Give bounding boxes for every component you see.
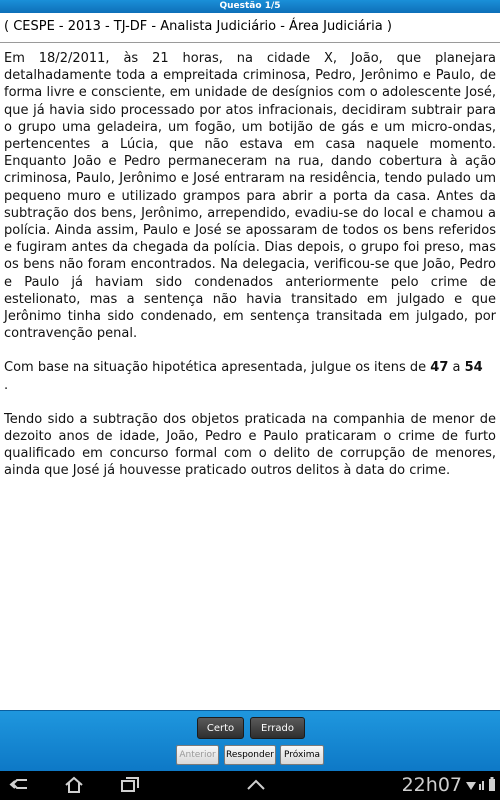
instruction-text: Com base na situação hipotética apresentada, julgue os itens de 47 a 54 . bbox=[4, 360, 483, 393]
question-content bbox=[4, 50, 496, 497]
statement-text: Tendo sido a subtração dos objetos praticada na companhia de menor de dezoito anos de idade, João, Pedro e Paulo praticaram o crime de furto qualificado em concurso formal com o delito de corrupção de menores, ainda que José já houvesse praticado outros delitos à data do crime. bbox=[4, 411, 496, 479]
scenario-text: Em 18/2/2011, às 21 horas, na cidade X, João, que planejara detalhadamente toda a empreitada criminosa, Pedro, Jerônimo e Paulo, de forma livre e consciente, em unidade de desígnios com o adolescente José, que já havia sido processado por atos infracionais, decidiram subtrair para o grupo uma geladeira, um fogão, um botijão de gás e um micro-ondas, pertencentes a Lúcia, que não estava em casa naquele momento. Enquanto João e Pedro permaneceram na rua, dando cobertura à ação criminosa, Paulo, Jerônimo e José entraram na residência, tendo pulado um pequeno muro e utilizado grampos para abrir a porta da casa. Antes da subtração dos bens, Jerônimo, arrependido, evadiu-se do local e chamou a polícia. Ainda assim, Paulo e José se apossaram de todos os bens referidos e fugiram antes da chegada da polícia. Dias depois, o grupo foi preso, mas os bens não foram encontrados. Na delegacia, verificou-se que João, Pedro e Paulo já haviam sido condenados anteriormente pelo crime de estelionato, mas a sentença não havia transitado em julgado e que Jerônimo tinha sido condenado, em sentença transitada em julgado, por contravenção penal. bbox=[4, 51, 496, 342]
answer-panel bbox=[0, 710, 500, 772]
battery-icon bbox=[487, 775, 497, 795]
certo-button[interactable]: Certo bbox=[197, 717, 244, 739]
anterior-button[interactable]: Anterior bbox=[176, 745, 219, 765]
header-divider bbox=[0, 42, 500, 43]
back-icon[interactable] bbox=[8, 775, 32, 795]
menu-up-icon[interactable] bbox=[244, 775, 268, 795]
system-navigation-bar bbox=[0, 771, 500, 800]
wifi-icon bbox=[464, 775, 478, 795]
question-counter: Questão 1/5 bbox=[219, 1, 281, 11]
home-icon[interactable] bbox=[62, 775, 86, 795]
item-start: 47 bbox=[430, 360, 449, 376]
signal-icon bbox=[477, 775, 487, 795]
item-end: 54 bbox=[464, 360, 483, 376]
question-counter-bar bbox=[0, 0, 500, 13]
proxima-button[interactable]: Próxima bbox=[280, 745, 324, 765]
errado-button[interactable]: Errado bbox=[250, 717, 305, 739]
question-source: ( CESPE - 2013 - TJ-DF - Analista Judiciário - Área Judiciária ) bbox=[4, 19, 392, 34]
recent-apps-icon[interactable] bbox=[118, 775, 142, 795]
clock: 22h07 bbox=[401, 774, 462, 796]
responder-button[interactable]: Responder bbox=[224, 745, 276, 765]
